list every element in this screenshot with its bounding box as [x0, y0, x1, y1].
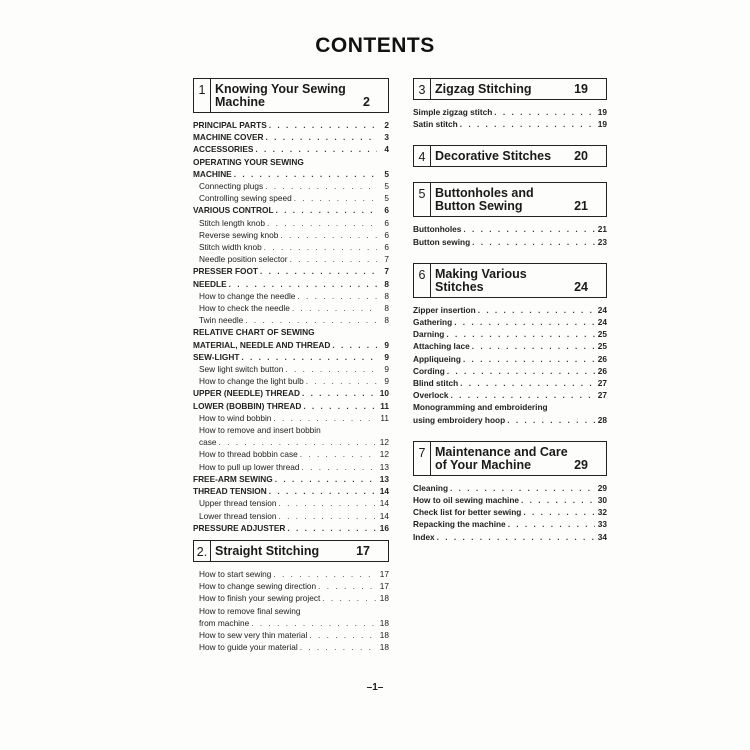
- entry-page: 14: [379, 486, 389, 497]
- entry-page: 7: [384, 254, 389, 265]
- entry-page: 8: [384, 278, 389, 289]
- toc-entry[interactable]: [193, 192, 389, 204]
- section-page: 17: [356, 543, 370, 558]
- entry-page: 17: [379, 568, 389, 579]
- entry-label: from machine: [199, 617, 250, 628]
- section-number: 2.: [194, 541, 211, 561]
- dot-leader: [292, 302, 377, 314]
- section-title: [211, 541, 388, 561]
- toc-entry[interactable]: [193, 314, 389, 326]
- toc-entry[interactable]: [193, 265, 389, 277]
- dot-leader: [300, 448, 377, 460]
- dot-leader: [260, 265, 377, 277]
- dot-leader: [507, 414, 595, 426]
- section-title-text: Zigzag Stitching: [435, 82, 532, 96]
- entry-label: Check list for better sewing: [413, 507, 522, 518]
- entry-page: 34: [597, 531, 607, 542]
- section-heading-box[interactable]: [193, 78, 389, 113]
- toc-entry[interactable]: [413, 531, 607, 543]
- toc-entry[interactable]: [193, 119, 389, 131]
- entry-page: 30: [597, 495, 607, 506]
- section-title-text: Straight Stitching: [215, 543, 320, 558]
- section-number: 3: [414, 79, 431, 99]
- entry-list: [413, 223, 607, 247]
- entry-label: Cleaning: [413, 482, 449, 493]
- entry-page: 6: [384, 217, 389, 228]
- entry-page: 19: [597, 107, 607, 117]
- dot-leader: [290, 253, 377, 265]
- dot-leader: [447, 365, 595, 377]
- entry-label: How to change the needle: [199, 290, 296, 301]
- entry-page: 6: [384, 242, 389, 253]
- entry-page: 17: [379, 581, 389, 592]
- entry-label: Needle position selector: [199, 254, 288, 265]
- entry-page: 18: [379, 593, 389, 604]
- dot-leader: [267, 217, 377, 229]
- entry-page: 7: [384, 266, 389, 277]
- dot-leader: [523, 506, 595, 518]
- toc-entry[interactable]: [413, 414, 607, 426]
- entry-page: 11: [380, 400, 389, 411]
- toc-entry[interactable]: [193, 592, 389, 604]
- entry-page: 9: [384, 364, 389, 375]
- entry-page: 25: [597, 341, 607, 352]
- dot-leader: [460, 118, 595, 130]
- toc-section: [413, 182, 607, 247]
- dot-leader: [234, 168, 377, 180]
- toc-entry[interactable]: [413, 377, 607, 389]
- dot-leader: [251, 617, 377, 629]
- entry-label: Lower thread tension: [199, 510, 277, 521]
- dot-leader: [269, 485, 377, 497]
- toc-entry[interactable]: [193, 485, 389, 497]
- entry-label: How to sew very thin material: [199, 629, 308, 640]
- toc-entry[interactable]: [193, 241, 389, 253]
- section-page: 20: [574, 149, 588, 164]
- section-title-text: Making Various Stitches: [435, 266, 527, 294]
- entry-page: 25: [597, 329, 607, 340]
- entry-label: How to wind bobbin: [199, 412, 272, 423]
- entry-label: using embroidery hoop: [413, 414, 506, 425]
- section-number: 6: [414, 264, 431, 297]
- entry-label: Upper thread tension: [199, 498, 277, 509]
- entry-page: 13: [379, 473, 389, 484]
- dot-leader: [302, 387, 377, 399]
- entry-page: 8: [384, 290, 389, 301]
- toc-entry[interactable]: [193, 580, 389, 592]
- section-page: 19: [574, 82, 588, 96]
- entry-page: 24: [597, 304, 607, 315]
- toc-entry[interactable]: [193, 522, 389, 534]
- toc-entry[interactable]: [193, 302, 389, 314]
- dot-leader: [446, 328, 595, 340]
- entry-label: Connecting plugs: [199, 181, 264, 192]
- entry-page: 10: [379, 388, 389, 399]
- dot-leader: [255, 143, 377, 155]
- dot-leader: [266, 131, 377, 143]
- entry-page: 9: [384, 339, 389, 350]
- entry-label: ACCESSORIES: [193, 144, 254, 155]
- dot-leader: [460, 377, 595, 389]
- section-title: [431, 183, 606, 216]
- toc-entry[interactable]: [193, 448, 389, 460]
- entry-page: 24: [597, 317, 607, 328]
- dot-leader: [285, 363, 377, 375]
- toc-entry[interactable]: [413, 328, 607, 340]
- toc-entry[interactable]: [193, 629, 389, 641]
- section-title-text: Decorative Stitches: [435, 149, 552, 164]
- entry-list: [413, 304, 607, 426]
- entry-label: Cording: [413, 365, 445, 376]
- dot-leader: [332, 339, 377, 351]
- entry-label: Simple zigzag stitch: [413, 107, 493, 117]
- toc-entry[interactable]: [193, 412, 389, 424]
- toc-section: [413, 78, 607, 130]
- entry-page: 8: [384, 303, 389, 314]
- entry-label: Overlock: [413, 390, 449, 401]
- entry-label: Stitch length knob: [199, 217, 265, 228]
- entry-label: How to finish your sewing project: [199, 593, 321, 604]
- entry-label: Buttonholes: [413, 224, 462, 235]
- toc-entry[interactable]: [193, 424, 389, 436]
- entry-page: 27: [597, 390, 607, 401]
- left-column: [193, 78, 389, 653]
- dot-leader: [275, 473, 377, 485]
- dot-leader: [229, 278, 377, 290]
- page-number: –1–: [366, 682, 384, 693]
- entry-label: How to guide your material: [199, 642, 298, 653]
- entry-page: 28: [597, 414, 607, 425]
- entry-label: How to check the needle: [199, 303, 290, 314]
- section-heading-box[interactable]: [413, 145, 607, 167]
- toc-entry[interactable]: [193, 278, 389, 290]
- entry-label: MACHINE: [193, 168, 232, 179]
- entry-label: Blind stitch: [413, 378, 459, 389]
- section-page: 21: [574, 199, 588, 214]
- dot-leader: [450, 482, 595, 494]
- entry-page: 9: [384, 376, 389, 387]
- entry-label: Button sewing: [413, 236, 471, 247]
- toc-entry[interactable]: [193, 253, 389, 265]
- toc-entry[interactable]: [193, 387, 389, 399]
- section-heading-box[interactable]: [413, 182, 607, 217]
- entry-label: Gathering: [413, 317, 453, 328]
- toc-entry[interactable]: [193, 400, 389, 412]
- dot-leader: [294, 192, 377, 204]
- dot-leader: [463, 353, 595, 365]
- toc-entry[interactable]: [413, 236, 607, 248]
- dot-leader: [302, 461, 377, 473]
- entry-label: FREE-ARM SEWING: [193, 473, 273, 484]
- entry-page: 18: [379, 617, 389, 628]
- dot-leader: [508, 518, 595, 530]
- entry-label: PRINCIPAL PARTS: [193, 120, 267, 130]
- entry-page: 32: [597, 507, 607, 518]
- toc-entry[interactable]: [413, 494, 607, 506]
- dot-leader: [478, 304, 595, 316]
- dot-leader: [273, 568, 377, 580]
- toc-entry[interactable]: [193, 473, 389, 485]
- page-title: CONTENTS: [315, 34, 435, 57]
- toc-entry[interactable]: [193, 326, 389, 338]
- section-title-text: Knowing Your Sewing Machine: [215, 82, 346, 109]
- dot-leader: [245, 314, 377, 326]
- toc-entry[interactable]: [193, 605, 389, 617]
- entry-page: 16: [379, 522, 389, 533]
- toc-entry[interactable]: [413, 118, 607, 130]
- toc-entry[interactable]: [413, 389, 607, 401]
- entry-label: Monogramming and embroidering: [413, 402, 548, 413]
- entry-label: PRESSER FOOT: [193, 266, 259, 277]
- entry-page: 33: [597, 519, 607, 530]
- dot-leader: [472, 340, 595, 352]
- entry-list: [413, 482, 607, 543]
- entry-page: 9: [384, 351, 389, 362]
- dot-leader: [297, 290, 377, 302]
- entry-label: How to change sewing direction: [199, 581, 317, 592]
- entry-page: 3: [384, 132, 389, 143]
- section-title: [431, 146, 606, 166]
- toc-entry[interactable]: [193, 497, 389, 509]
- toc-entry[interactable]: [413, 316, 607, 328]
- toc-entry[interactable]: [193, 568, 389, 580]
- toc-section: [413, 263, 607, 426]
- entry-page: 5: [384, 168, 389, 179]
- entry-page: 26: [597, 365, 607, 376]
- entry-page: 6: [384, 229, 389, 240]
- entry-label: MATERIAL, NEEDLE AND THREAD: [193, 339, 331, 350]
- toc-entry[interactable]: [413, 506, 607, 518]
- entry-label: How to pull up lower thread: [199, 461, 300, 472]
- toc-entry[interactable]: [193, 168, 389, 180]
- entry-label: Satin stitch: [413, 119, 458, 130]
- section-number: 1: [194, 79, 211, 112]
- entry-label: UPPER (NEEDLE) THREAD: [193, 388, 300, 399]
- entry-label: VARIOUS CONTROL: [193, 205, 274, 216]
- dot-leader: [451, 389, 595, 401]
- toc-entry[interactable]: [193, 143, 389, 155]
- dot-leader: [276, 204, 377, 216]
- section-title: [431, 442, 606, 475]
- entry-label: Index: [413, 531, 435, 542]
- entry-label: Sew light switch button: [199, 364, 284, 375]
- entry-page: 29: [597, 482, 607, 493]
- entry-label: Appliqueing: [413, 353, 461, 364]
- section-title: [211, 79, 388, 112]
- dot-leader: [454, 316, 595, 328]
- toc-entry[interactable]: [413, 304, 607, 316]
- toc-entry[interactable]: [413, 365, 607, 377]
- section-number: 7: [414, 442, 431, 475]
- toc-entry[interactable]: [193, 180, 389, 192]
- dot-leader: [306, 375, 377, 387]
- entry-page: 13: [379, 461, 389, 472]
- entry-page: 18: [379, 642, 389, 653]
- entry-page: 11: [380, 412, 389, 423]
- dot-leader: [521, 494, 595, 506]
- entry-page: 27: [597, 378, 607, 389]
- entry-page: 12: [379, 437, 389, 448]
- dot-leader: [300, 641, 377, 653]
- dot-leader: [437, 531, 595, 543]
- dot-leader: [264, 241, 377, 253]
- toc-entry[interactable]: [413, 353, 607, 365]
- right-column: [413, 78, 607, 543]
- entry-page: 12: [379, 449, 389, 460]
- toc-section: [413, 441, 607, 543]
- entry-label: How to oil sewing machine: [413, 495, 520, 506]
- dot-leader: [273, 412, 377, 424]
- entry-page: 14: [379, 510, 389, 521]
- dot-leader: [219, 436, 377, 448]
- section-title: [431, 264, 606, 297]
- toc-entry[interactable]: [193, 375, 389, 387]
- entry-label: NEEDLE: [193, 278, 227, 289]
- toc-section: [193, 78, 389, 534]
- dot-leader: [494, 106, 595, 118]
- entry-label: How to remove final sewing: [199, 605, 301, 616]
- toc-entry[interactable]: [413, 106, 607, 118]
- section-heading-box[interactable]: [413, 263, 607, 298]
- entry-label: Zipper insertion: [413, 304, 476, 315]
- entry-label: How to remove and insert bobbin: [199, 425, 321, 436]
- section-heading-box[interactable]: [413, 78, 607, 100]
- section-title-text: Buttonholes and Button Sewing: [435, 186, 534, 214]
- toc-entry[interactable]: [193, 641, 389, 653]
- toc-entry[interactable]: [193, 229, 389, 241]
- toc-section: [413, 145, 607, 167]
- entry-label: SEW-LIGHT: [193, 351, 240, 362]
- entry-page: 5: [384, 181, 389, 192]
- toc-entry[interactable]: [413, 401, 607, 413]
- toc-entry[interactable]: [413, 482, 607, 494]
- entry-list: [413, 106, 607, 130]
- entry-page: 4: [384, 144, 389, 155]
- dot-leader: [472, 236, 595, 248]
- entry-label: RELATIVE CHART OF SEWING: [193, 327, 315, 338]
- entry-label: How to thread bobbin case: [199, 449, 298, 460]
- toc-entry[interactable]: [413, 223, 607, 235]
- dot-leader: [287, 522, 377, 534]
- entry-label: LOWER (BOBBIN) THREAD: [193, 400, 302, 411]
- toc-entry[interactable]: [193, 617, 389, 629]
- section-title: [431, 79, 606, 99]
- section-title-text: Maintenance and Care of Your Machine: [435, 444, 568, 472]
- section-page: 2: [363, 95, 370, 109]
- dot-leader: [279, 497, 378, 509]
- entry-label: MACHINE COVER: [193, 132, 264, 143]
- entry-label: Twin needle: [199, 315, 244, 326]
- toc-entry[interactable]: [193, 204, 389, 216]
- dot-leader: [269, 119, 377, 131]
- entry-page: 23: [597, 236, 607, 247]
- entry-label: Reverse sewing knob: [199, 229, 279, 240]
- toc-entry[interactable]: [193, 363, 389, 375]
- entry-label: Stitch width knob: [199, 242, 262, 253]
- dot-leader: [303, 400, 377, 412]
- toc-entry[interactable]: [193, 156, 389, 168]
- toc-entry[interactable]: [413, 340, 607, 352]
- entry-label: Repacking the machine: [413, 519, 506, 530]
- entry-page: 21: [597, 224, 607, 235]
- entry-page: 8: [384, 315, 389, 326]
- entry-label: Darning: [413, 329, 445, 340]
- dot-leader: [265, 180, 377, 192]
- toc-entry[interactable]: [193, 461, 389, 473]
- entry-page: 18: [379, 629, 389, 640]
- section-number: 5: [414, 183, 431, 216]
- entry-page: 5: [384, 193, 389, 204]
- dot-leader: [280, 229, 377, 241]
- entry-label: How to change the light bulb: [199, 376, 304, 387]
- dot-leader: [279, 510, 378, 522]
- dot-leader: [318, 580, 377, 592]
- section-number: 4: [414, 146, 431, 166]
- section-heading-box[interactable]: [413, 441, 607, 476]
- toc-entry[interactable]: [413, 518, 607, 530]
- entry-page: 14: [379, 498, 389, 509]
- section-heading-box[interactable]: [193, 540, 389, 562]
- entry-label: OPERATING YOUR SEWING: [193, 156, 304, 167]
- entry-list: [193, 568, 389, 653]
- dot-leader: [322, 592, 377, 604]
- entry-page: 19: [597, 119, 607, 130]
- toc-entry[interactable]: [193, 436, 389, 448]
- entry-page: 26: [597, 353, 607, 364]
- entry-label: How to start sewing: [199, 568, 272, 579]
- toc-entry[interactable]: [193, 217, 389, 229]
- toc-entry[interactable]: [193, 131, 389, 143]
- section-page: 24: [574, 279, 588, 294]
- section-page: 29: [574, 457, 588, 472]
- dot-leader: [241, 351, 377, 363]
- toc-entry[interactable]: [193, 510, 389, 522]
- entry-label: Attaching lace: [413, 341, 470, 352]
- toc-section: [193, 540, 389, 653]
- entry-page: 2: [384, 120, 389, 130]
- entry-page: 6: [384, 205, 389, 216]
- entry-list: [193, 119, 389, 534]
- toc-entry[interactable]: [193, 339, 389, 351]
- entry-label: Controlling sewing speed: [199, 193, 292, 204]
- dot-leader: [309, 629, 377, 641]
- entry-label: case: [199, 437, 217, 448]
- entry-label: THREAD TENSION: [193, 486, 267, 497]
- entry-label: PRESSURE ADJUSTER: [193, 522, 286, 533]
- dot-leader: [463, 223, 595, 235]
- toc-entry[interactable]: [193, 290, 389, 302]
- toc-entry[interactable]: [193, 351, 389, 363]
